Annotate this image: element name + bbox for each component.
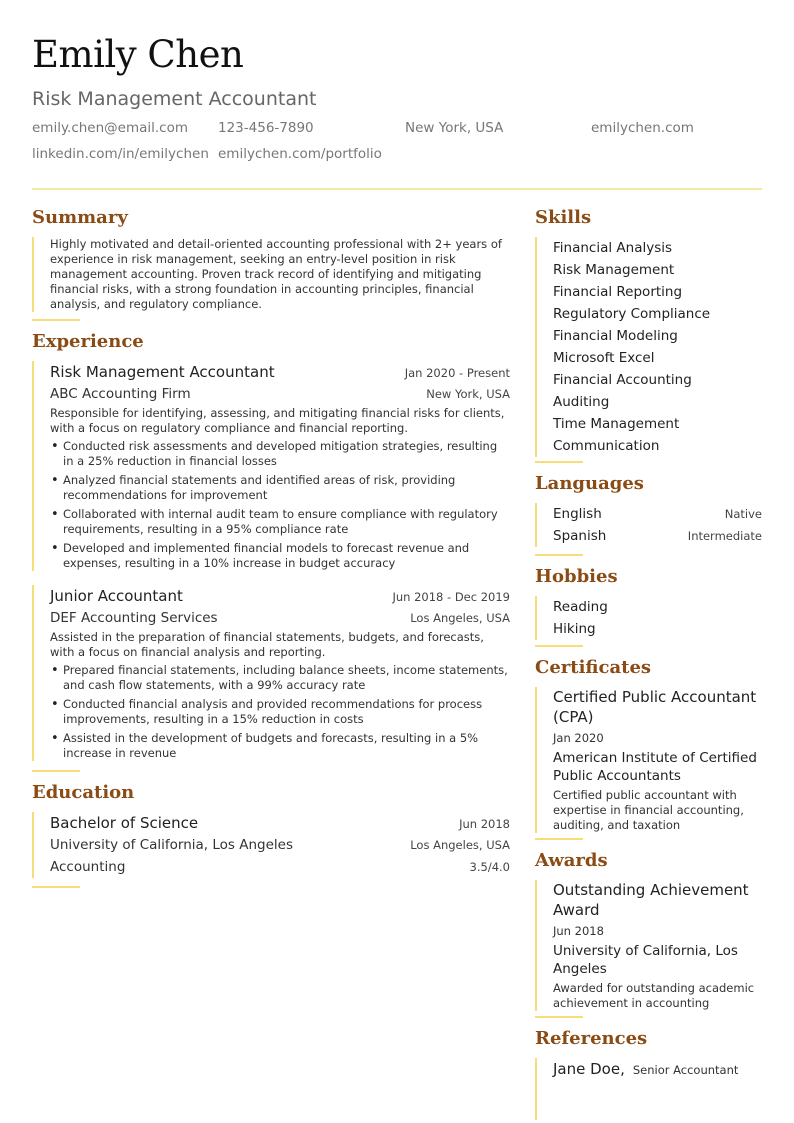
job-bullet: • Assisted in the development of budgets and forecasts, resulting in a 5% increase in revenue — [50, 731, 510, 761]
job-bullet: • Collaborated with internal audit team to ensure compliance with regulatory requirements, resulting in a 95% compliance rate — [50, 507, 510, 537]
references-title: References — [535, 1028, 648, 1049]
gpa: 3.5/4.0 — [469, 860, 510, 874]
section-divider — [535, 645, 583, 647]
certificate-issuer: American Institute of Certified Public Accountants — [553, 750, 757, 784]
education-date: Jun 2018 — [459, 817, 510, 831]
education-location: Los Angeles, USA — [410, 838, 510, 852]
contact-linkedin[interactable]: linkedin.com/in/emilychen — [32, 146, 209, 162]
candidate-name: Emily Chen — [32, 33, 244, 76]
job-description: Responsible for identifying, assessing, and mitigating financial risks for clients, with a focus on regulatory compliance and financial reporting. — [50, 406, 505, 435]
summary-text: Highly motivated and detail-oriented accounting professional with 2+ years of experience in risk management, seeking an entry-level position in risk management accounting. Proven track record of identifying and mitigating financial risks, with a strong foundation in accounting principles, financial analysis, and regulatory compliance. — [50, 237, 502, 311]
skill-item: Communication — [553, 438, 660, 454]
degree: Bachelor of Science — [50, 814, 199, 832]
skill-item: Time Management — [553, 416, 680, 432]
skill-item: Financial Reporting — [553, 284, 683, 300]
education-entry — [32, 812, 510, 878]
job-title: Risk Management Accountant — [50, 363, 275, 381]
reference-role: Senior Accountant — [632, 1063, 739, 1077]
skill-item: Risk Management — [553, 262, 675, 278]
section-divider — [535, 838, 583, 840]
job-location: Los Angeles, USA — [410, 611, 510, 625]
languages-list — [535, 503, 762, 547]
certificates-section — [535, 655, 762, 840]
job-bullets — [50, 439, 510, 571]
section-divider — [32, 319, 80, 321]
references-section — [535, 1026, 762, 1120]
field-of-study: Accounting — [50, 859, 126, 875]
contact-location: New York, USA — [405, 120, 504, 136]
skill-item: Financial Modeling — [553, 328, 678, 344]
awards-title: Awards — [535, 850, 608, 871]
language-item — [553, 525, 762, 547]
skill-item: Regulatory Compliance — [553, 306, 711, 322]
header-divider — [32, 188, 762, 190]
job-bullet: • Developed and implemented financial models to forecast revenue and expenses, resulting in a 10% increase in budget accuracy — [50, 541, 510, 571]
job-bullet: • Analyzed financial statements and identified areas of risk, providing recommendations for improvement — [50, 473, 510, 503]
job-location: New York, USA — [426, 387, 510, 401]
section-divider — [535, 461, 583, 463]
award-issuer: University of California, Los Angeles — [553, 943, 738, 977]
skill-item: Auditing — [553, 394, 610, 410]
job-bullet: • Prepared financial statements, including balance sheets, income statements, and cash flow statements, with a 99% accuracy rate — [50, 663, 510, 693]
language-level: Intermediate — [687, 529, 762, 543]
summary-section — [32, 205, 510, 321]
language-name: English — [553, 506, 602, 522]
job-bullets — [50, 663, 510, 761]
hobby-item: Reading — [553, 599, 608, 615]
reference-name: Jane Doe, — [553, 1060, 625, 1078]
award-name: Outstanding Achievement Award — [553, 881, 749, 919]
job-company: DEF Accounting Services — [50, 610, 218, 626]
job-bullet: • Conducted risk assessments and developed mitigation strategies, resulting in a 25% reduction in financial losses — [50, 439, 510, 469]
section-divider — [535, 554, 583, 556]
experience-section — [32, 329, 510, 772]
candidate-role: Risk Management Accountant — [32, 88, 317, 110]
job-bullet: • Conducted financial analysis and provided recommendations for process improvements, resulting in a 15% reduction in costs — [50, 697, 510, 727]
job-entry — [32, 361, 510, 571]
job-dates: Jan 2020 - Present — [404, 366, 510, 380]
languages-section — [535, 471, 762, 556]
education-title: Education — [32, 782, 135, 803]
hobby-item: Hiking — [553, 621, 596, 637]
contact-info — [32, 120, 762, 180]
contact-phone: 123-456-7890 — [218, 120, 314, 136]
education-section — [32, 780, 510, 888]
award-description: Awarded for outstanding academic achievement in accounting — [553, 981, 755, 1010]
language-item — [553, 503, 762, 525]
contact-email[interactable]: emily.chen@email.com — [32, 120, 189, 136]
job-entry — [32, 585, 510, 761]
awards-section — [535, 848, 762, 1018]
job-title: Junior Accountant — [50, 587, 183, 605]
job-company: ABC Accounting Firm — [50, 386, 191, 402]
right-column — [535, 205, 762, 1120]
reference-entry — [535, 1058, 762, 1120]
left-column — [32, 205, 510, 888]
section-divider — [32, 770, 80, 772]
hobbies-title: Hobbies — [535, 566, 618, 587]
summary-body — [32, 237, 510, 312]
award-date: Jun 2018 — [553, 924, 604, 938]
certificate-entry — [535, 687, 762, 833]
section-divider — [32, 886, 80, 888]
skill-item: Financial Analysis — [553, 240, 673, 256]
skills-section — [535, 205, 762, 463]
section-divider — [535, 1016, 583, 1018]
skills-title: Skills — [535, 207, 592, 228]
skills-list — [535, 237, 762, 457]
language-level: Native — [724, 507, 762, 521]
resume-header — [32, 28, 762, 180]
skill-item: Microsoft Excel — [553, 350, 655, 366]
languages-title: Languages — [535, 473, 644, 494]
hobbies-list — [535, 596, 762, 640]
certificate-description: Certified public accountant with expertise in financial accounting, auditing, and taxation — [553, 788, 744, 832]
language-name: Spanish — [553, 528, 607, 544]
contact-portfolio[interactable]: emilychen.com/portfolio — [218, 146, 382, 162]
certificate-name: Certified Public Accountant (CPA) — [553, 688, 757, 726]
experience-title: Experience — [32, 331, 144, 352]
school: University of California, Los Angeles — [50, 837, 294, 853]
hobbies-section — [535, 564, 762, 647]
summary-title: Summary — [32, 207, 128, 228]
award-entry — [535, 880, 762, 1011]
certificate-date: Jan 2020 — [553, 731, 604, 745]
certificates-title: Certificates — [535, 657, 652, 678]
job-description: Assisted in the preparation of financial statements, budgets, and forecasts, with a focus on financial analysis and reporting. — [50, 630, 484, 659]
skill-item: Financial Accounting — [553, 372, 692, 388]
job-dates: Jun 2018 - Dec 2019 — [392, 590, 510, 604]
contact-website[interactable]: emilychen.com — [591, 120, 694, 136]
